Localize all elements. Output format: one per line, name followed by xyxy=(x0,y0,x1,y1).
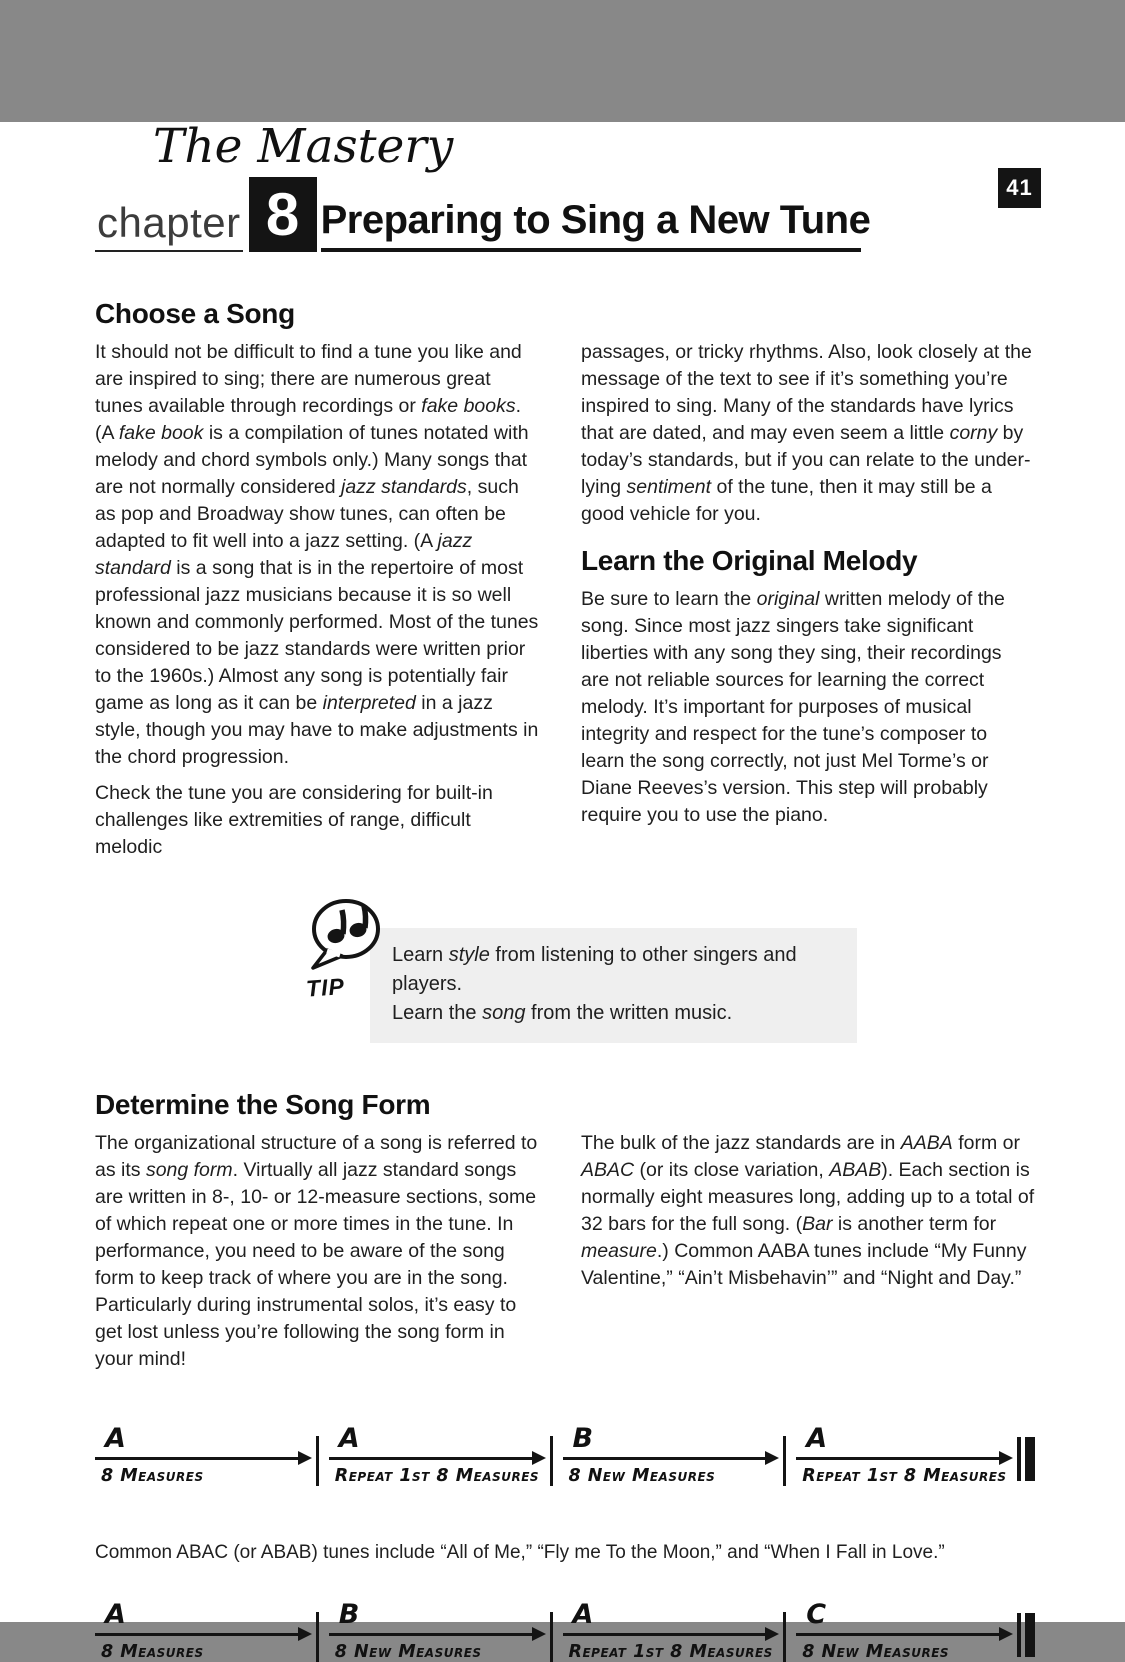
barline-divider xyxy=(550,1612,553,1662)
segment-letter: A xyxy=(105,1599,126,1631)
tip-text-box xyxy=(370,928,857,1043)
form-columns xyxy=(95,1130,1035,1382)
segment-letter: A xyxy=(806,1423,828,1455)
segment-label: Repeat 1st 8 Measures xyxy=(568,1642,773,1662)
music-notes-speech-bubble-icon xyxy=(300,896,382,972)
barline-divider xyxy=(783,1612,786,1662)
arrowhead-icon xyxy=(298,1627,312,1641)
page-number-badge xyxy=(998,168,1041,208)
section-determine-song-form xyxy=(95,1089,1035,1382)
segment-letter: B xyxy=(338,1599,360,1631)
chapter-word-underline xyxy=(95,199,243,252)
chapter-title: Preparing to Sing a New Tune xyxy=(320,198,871,243)
paragraph: Check the tune you are considering for built-in challenges like extremities of range, difficult melodic xyxy=(95,782,493,859)
form-segment xyxy=(796,1424,1015,1486)
arrowhead-icon xyxy=(999,1451,1013,1465)
tip-line: Learn the song from the written music. xyxy=(392,1002,733,1025)
segment-label: 8 New Measures xyxy=(568,1466,716,1487)
arrow-line xyxy=(563,1457,768,1460)
barline-divider xyxy=(783,1436,786,1486)
chapter-number-badge: 8 xyxy=(249,177,317,252)
tip-icon-group xyxy=(300,896,382,1000)
section-heading-choose: Choose a Song xyxy=(95,298,295,330)
tip-label: TIP xyxy=(305,973,346,1002)
arrowhead-icon xyxy=(532,1451,546,1465)
tip-line: Learn style from listening to other singers and players. xyxy=(392,944,797,996)
segment-label: 8 Measures xyxy=(101,1466,204,1487)
choose-right-column xyxy=(581,339,1035,870)
segment-label: 8 New Measures xyxy=(334,1642,482,1662)
barline-divider xyxy=(316,1436,319,1486)
segment-label: Repeat 1st 8 Measures xyxy=(334,1466,540,1487)
barline-divider xyxy=(316,1612,319,1662)
arrow-line xyxy=(796,1633,1001,1636)
arrowhead-icon xyxy=(532,1627,546,1641)
section-choose-a-song xyxy=(95,298,1035,870)
segment-label: 8 New Measures xyxy=(802,1642,950,1662)
section-heading-form: Determine the Song Form xyxy=(95,1089,431,1121)
paragraph: Be sure to learn the original written melody of the song. Since most jazz singers take significant liberties with any song they sing, their recordings are not reliable sources for learning the correct melody. It’s important for purposes of musical integrity and respect for the tune’s composer to learn the song correctly, not just Mel Torme’s or Diane Reeves’s version. This step will probably require you to use the piano. xyxy=(581,588,1005,827)
arrow-line xyxy=(95,1633,300,1636)
segment-letter: A xyxy=(105,1423,126,1455)
barline-divider xyxy=(550,1436,553,1486)
form-segment xyxy=(95,1424,314,1486)
form-segment xyxy=(796,1600,1015,1662)
segment-label: 8 Measures xyxy=(101,1642,204,1662)
page-number: 41 xyxy=(1006,175,1033,200)
arrow-line xyxy=(329,1633,534,1636)
segment-letter: A xyxy=(338,1423,360,1455)
form-segment xyxy=(329,1600,548,1662)
segment-label: Repeat 1st 8 Measures xyxy=(802,1466,1007,1487)
chapter-word: chapter xyxy=(97,199,241,247)
arrow-line xyxy=(563,1633,768,1636)
page-content xyxy=(0,119,1125,1662)
choose-columns xyxy=(95,339,1035,870)
chapter-title-underline xyxy=(320,198,871,252)
arrow-line xyxy=(329,1457,534,1460)
segment-letter: B xyxy=(572,1423,594,1455)
form-segment xyxy=(329,1424,548,1486)
tip-callout xyxy=(300,896,1035,1043)
form-left-column xyxy=(95,1130,543,1382)
section-heading-learn-melody: Learn the Original Melody xyxy=(581,545,918,577)
segment-letter: C xyxy=(806,1599,827,1631)
end-barline-icon xyxy=(1017,1437,1035,1481)
paragraph: The organizational structure of a song is referred to as its song form. Virtually all jazz standard songs are written in 8-, 10- or 12-measure sections, some of which repeat one or more times in the tune. In performance, you need to be aware of the song form to keep track of where you are in the song. Particularly during instrumental solos, it’s easy to get lost unless you’re following the song form in your mind! xyxy=(95,1132,538,1371)
arrow-line xyxy=(95,1457,300,1460)
arrowhead-icon xyxy=(298,1451,312,1465)
segment-letter: A xyxy=(572,1599,594,1631)
song-form-diagram-aaba xyxy=(95,1424,1035,1486)
paragraph: It should not be difficult to find a tune you like and are inspired to sing; there are numerous great tunes available through recordings or fake books. (A fake book is a compilation of tunes notated with melody and chord symbols only.) Many songs that are not normally considered jazz standards, such as pop and Broadway show tunes, can often be adapted to fit well into a jazz setting. (A jazz standard is a song that is in the repertoire of most professional jazz musicians because it is so well known and commonly performed. Most of the tunes considered to be jazz standards were written prior to the 1960s.) Almost any song is potentially fair game as long as it can be interpreted in a jazz style, though you may have to make adjustments in the chord progression. xyxy=(95,341,539,769)
form-segment xyxy=(563,1424,782,1486)
abac-caption: Common ABAC (or ABAB) tunes include “All of Me,” “Fly me To the Moon,” and “When I Fall in Love.” xyxy=(95,1542,945,1564)
series-title-script: The Mastery xyxy=(153,119,454,174)
book-page xyxy=(0,119,1125,1662)
form-segment xyxy=(563,1600,782,1662)
arrowhead-icon xyxy=(765,1627,779,1641)
chapter-header xyxy=(95,177,1035,252)
paragraph: The bulk of the jazz standards are in AABA form or ABAC (or its close variation, ABAB). Each section is normally eight measures long, adding up to a total of 32 bars for the full song. (Bar is another term for measure.) Common AABA tunes include “My Funny Valentine,” “Ain’t Misbehavin’” and “Night and Day.” xyxy=(581,1132,1035,1290)
arrow-line xyxy=(796,1457,1001,1460)
arrowhead-icon xyxy=(999,1627,1013,1641)
end-barline-icon xyxy=(1017,1613,1035,1657)
paragraph: passages, or tricky rhythms. Also, look closely at the message of the text to see if it’s something you’re inspired to sing. Many of the standards have lyrics that are dated, and may even seem a little corny by today’s standards, but if you can relate to the underlying sentiment of the tune, then it may still be a good vehicle for you. xyxy=(581,341,1032,526)
choose-left-column xyxy=(95,339,543,870)
arrowhead-icon xyxy=(765,1451,779,1465)
song-form-diagram-abac xyxy=(95,1600,1035,1662)
form-right-column xyxy=(581,1130,1035,1382)
form-segment xyxy=(95,1600,314,1662)
